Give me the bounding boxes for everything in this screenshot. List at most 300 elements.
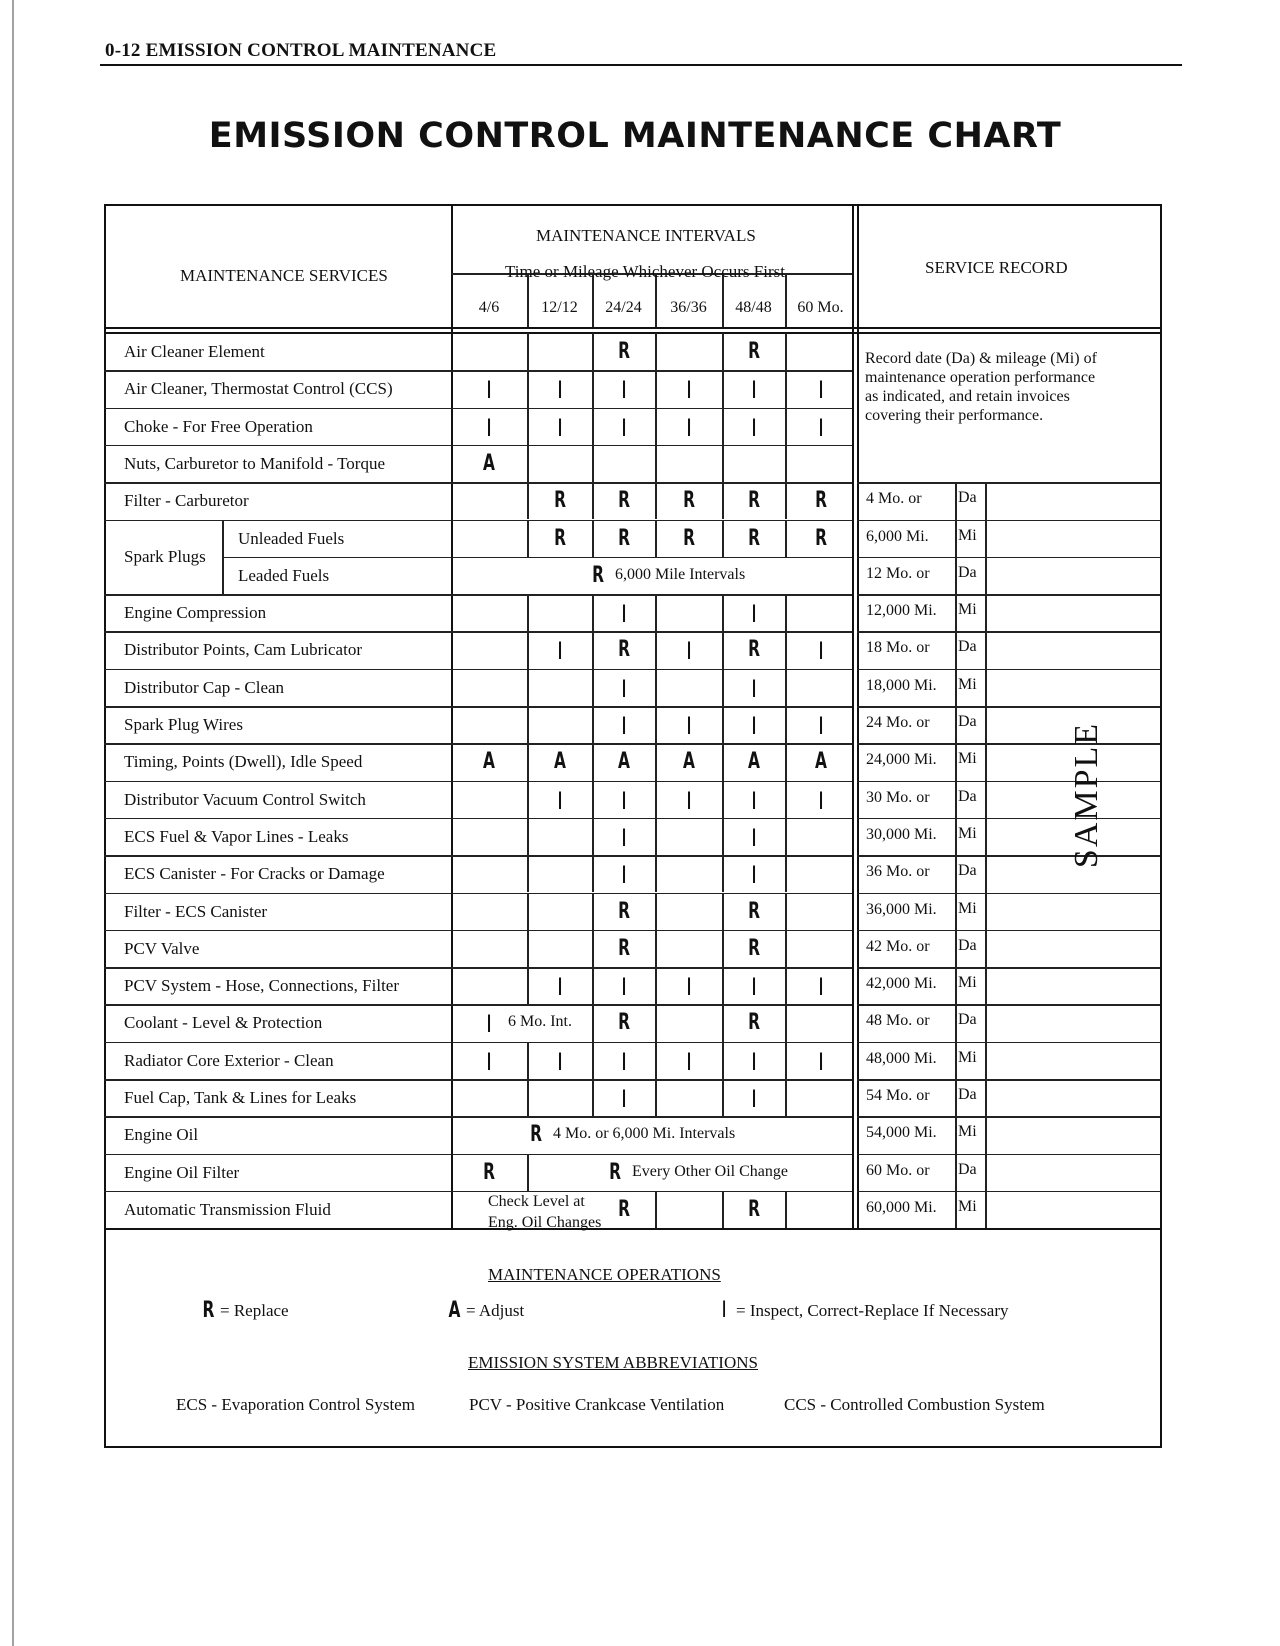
interval-col-sep [592, 743, 594, 780]
operation-text: = Inspect, Correct-Replace If Necessary [736, 1301, 1009, 1320]
interval-col-sep [592, 482, 594, 519]
maintenance-mark: R [617, 525, 630, 551]
interval-col-sep [722, 370, 724, 407]
interval-col-sep [722, 1004, 724, 1041]
interval-col-sep [592, 706, 594, 743]
record-fill-rule [985, 1079, 1160, 1081]
maintenance-mark: A [682, 749, 695, 775]
interval-col-sep [655, 1004, 657, 1041]
interval-col-sep [527, 930, 529, 967]
record-row-rule [857, 743, 985, 745]
service-label: Filter - Carburetor [124, 491, 249, 511]
maintenance-mark: I [486, 376, 492, 405]
interval-col-sep [785, 930, 787, 967]
record-interval-label: 60,000 Mi. [866, 1198, 937, 1216]
abbreviation-item: ECS - Evaporation Control System [176, 1395, 415, 1414]
interval-col-sep [785, 333, 787, 370]
row-rule [222, 557, 852, 559]
interval-col-sep [722, 893, 724, 930]
row-rule [104, 743, 852, 745]
record-row-rule [857, 818, 985, 820]
record-fill-rule [985, 893, 1160, 895]
row-rule [104, 855, 852, 857]
operation-text: = Replace [220, 1301, 289, 1320]
interval-col-sep [785, 1191, 787, 1228]
interval-col-sep-head [785, 273, 787, 327]
maintenance-mark: I [621, 861, 626, 890]
abbreviation-item: CCS - Controlled Combustion System [784, 1395, 1045, 1414]
record-code: Da [958, 1160, 977, 1178]
record-row-rule [857, 781, 985, 783]
record-code: Mi [958, 824, 977, 842]
interval-col-sep [722, 855, 724, 892]
record-code: Mi [958, 601, 977, 619]
service-label: Timing, Points (Dwell), Idle Speed [124, 752, 363, 772]
record-row-rule [857, 520, 985, 522]
record-intro-line: covering their performance. [865, 407, 1044, 424]
interval-col-sep [655, 445, 657, 482]
interval-col-sep [592, 333, 594, 370]
interval-col-sep [722, 743, 724, 780]
header-rule [100, 64, 1182, 66]
maintenance-mark: R [483, 1159, 495, 1185]
interval-col-sep [785, 1004, 787, 1041]
record-code: Da [958, 713, 977, 730]
maintenance-mark: I [818, 786, 823, 815]
row-rule [104, 930, 852, 932]
interval-col-header: 48/48 [735, 299, 772, 316]
service-label: Leaded Fuels [238, 565, 330, 585]
maintenance-mark: I [751, 674, 756, 703]
interval-note: 6 Mo. Int. [508, 1013, 572, 1031]
maintenance-mark: I [486, 413, 492, 442]
maintenance-mark: I [557, 413, 562, 442]
interval-col-sep [592, 408, 594, 445]
interval-col-sep [527, 893, 529, 930]
header-rule-top [104, 327, 1162, 329]
record-intro-line: maintenance operation performance [865, 369, 1096, 386]
service-label: Air Cleaner, Thermostat Control (CCS) [124, 379, 393, 399]
row-rule [104, 370, 852, 372]
interval-col-sep [527, 1154, 529, 1191]
maintenance-mark: I [621, 600, 626, 629]
interval-col-sep [785, 408, 787, 445]
record-code: Mi [958, 675, 977, 693]
interval-col-sep [655, 669, 657, 706]
maintenance-mark: R [747, 488, 760, 514]
record-fill-rule [985, 1154, 1160, 1156]
interval-col-sep [527, 781, 529, 818]
maintenance-mark: R [553, 525, 566, 551]
maintenance-mark: I [621, 413, 626, 442]
interval-col-sep [592, 893, 594, 930]
interval-col-sep [527, 631, 529, 668]
interval-note: 6,000 Mile Intervals [615, 565, 746, 583]
maintenance-mark: I [751, 712, 756, 740]
interval-note: Every Other Oil Change [632, 1162, 788, 1180]
row-rule [104, 1154, 852, 1156]
record-row-rule [857, 855, 985, 857]
maintenance-mark: R [814, 488, 827, 514]
header-record: SERVICE RECORD [925, 258, 1068, 277]
maintenance-mark: R [553, 488, 566, 514]
service-label: Distributor Points, Cam Lubricator [124, 640, 362, 660]
record-interval-label: 12 Mo. or [866, 564, 930, 582]
interval-col-sep [785, 445, 787, 482]
maintenance-mark: I [751, 973, 756, 1002]
interval-col-sep [785, 781, 787, 818]
interval-col-sep [655, 1042, 657, 1079]
interval-col-sep [527, 818, 529, 855]
record-fill-rule [985, 631, 1160, 633]
record-row-rule [857, 1042, 985, 1044]
maintenance-mark: A [814, 749, 827, 775]
interval-col-sep [592, 930, 594, 967]
row-rule [104, 781, 852, 783]
interval-col-sep [722, 594, 724, 631]
row-rule [104, 1079, 852, 1081]
record-code: Da [958, 563, 977, 581]
maintenance-mark: I [818, 413, 823, 442]
maintenance-mark: I [621, 1085, 626, 1113]
record-code: Da [958, 489, 977, 507]
interval-col-sep [655, 1079, 657, 1116]
service-group-label: Spark Plugs [124, 546, 206, 566]
row-rule [104, 1042, 852, 1044]
interval-col-sep [527, 706, 529, 743]
row-rule [104, 967, 852, 969]
row-rule [104, 669, 852, 671]
record-fill-rule [985, 594, 1160, 596]
record-fill-rule [985, 557, 1160, 559]
maintenance-mark: I [751, 600, 756, 629]
interval-col-sep [785, 631, 787, 668]
interval-col-sep [722, 967, 724, 1004]
maintenance-mark: I [751, 413, 756, 442]
record-interval-label: 42,000 Mi. [866, 975, 937, 993]
row-rule [104, 482, 852, 484]
record-row-rule [857, 930, 985, 932]
interval-col-sep [655, 1191, 657, 1228]
interval-col-sep [592, 1079, 594, 1116]
maintenance-mark: A [617, 749, 630, 775]
col-divider-record-b [857, 204, 859, 1228]
service-label: PCV System - Hose, Connections, Filter [124, 976, 399, 996]
interval-col-sep [785, 669, 787, 706]
record-interval-label: 42 Mo. or [866, 937, 930, 955]
interval-col-sep [655, 706, 657, 743]
interval-col-sep [655, 520, 657, 557]
row-rule [104, 520, 852, 522]
maintenance-mark: A [553, 749, 566, 775]
maintenance-mark: I [621, 786, 626, 815]
interval-col-sep [785, 743, 787, 780]
interval-col-sep [527, 333, 529, 370]
interval-col-header: 24/24 [605, 299, 642, 316]
record-row-rule [857, 706, 985, 708]
service-label: Fuel Cap, Tank & Lines for Leaks [124, 1088, 357, 1107]
maintenance-mark: I [818, 973, 823, 1002]
maintenance-mark: I [751, 1085, 756, 1113]
page-edge-shadow [12, 0, 14, 1646]
record-row-rule [857, 557, 985, 559]
record-fill-rule [985, 1004, 1160, 1006]
record-row-rule [857, 1116, 985, 1118]
interval-col-sep [785, 1042, 787, 1079]
interval-col-sep [592, 594, 594, 631]
row-rule [104, 631, 852, 633]
record-fill-rule [985, 706, 1160, 708]
record-interval-label: 54 Mo. or [866, 1087, 930, 1104]
maintenance-mark: R [617, 935, 630, 961]
row-rule [104, 408, 852, 410]
interval-col-sep [592, 781, 594, 818]
maintenance-mark: I [557, 1047, 562, 1076]
record-code: Da [958, 1011, 977, 1029]
interval-col-sep [722, 445, 724, 482]
interval-col-sep [527, 520, 529, 557]
interval-note-line: Check Level at [488, 1192, 585, 1210]
interval-col-sep [655, 855, 657, 892]
maintenance-mark: A [483, 749, 495, 775]
maintenance-mark: R [617, 339, 630, 364]
header-intervals-subtitle: Time or Mileage Whichever Occurs First [505, 262, 785, 281]
interval-col-sep [592, 818, 594, 855]
maintenance-mark: I [621, 674, 626, 703]
interval-col-sep [527, 1042, 529, 1079]
table-bottom-rule [104, 1228, 1162, 1230]
record-interval-label: 36 Mo. or [866, 863, 930, 881]
row-rule [104, 893, 852, 895]
operation-text: = Adjust [466, 1301, 525, 1320]
record-fill-rule [985, 1042, 1160, 1044]
maintenance-mark: R [617, 637, 630, 663]
maintenance-mark: I [686, 376, 691, 405]
maintenance-mark: R [592, 562, 604, 588]
record-interval-label: 18 Mo. or [866, 639, 930, 657]
maintenance-mark: I [818, 1047, 823, 1076]
record-code: Mi [958, 526, 977, 544]
record-code: Da [958, 862, 977, 880]
service-label: Unleaded Fuels [238, 528, 345, 548]
interval-col-sep [655, 818, 657, 855]
interval-col-sep [527, 743, 529, 780]
interval-col-sep [785, 1079, 787, 1116]
interval-col-sep [722, 669, 724, 706]
maintenance-mark: I [686, 973, 691, 1002]
service-label: Coolant - Level & Protection [124, 1013, 323, 1033]
record-code: Mi [958, 750, 977, 768]
row-rule [104, 594, 852, 596]
maintenance-mark: I [751, 861, 756, 890]
service-label: ECS Canister - For Cracks or Damage [124, 864, 385, 884]
interval-col-sep [785, 967, 787, 1004]
interval-col-sep [655, 893, 657, 930]
interval-col-sep [527, 669, 529, 706]
record-row-rule [857, 1154, 985, 1156]
service-label: ECS Fuel & Vapor Lines - Leaks [124, 826, 349, 846]
interval-note-line: Eng. Oil Changes [488, 1213, 602, 1231]
record-code: Mi [958, 974, 977, 992]
interval-col-sep [592, 1004, 594, 1041]
interval-col-sep [655, 594, 657, 631]
interval-col-sep [785, 594, 787, 631]
interval-col-header: 12/12 [541, 299, 578, 316]
maintenance-mark: R [530, 1122, 542, 1148]
maintenance-mark: I [686, 413, 691, 442]
header-services: MAINTENANCE SERVICES [180, 266, 388, 285]
maintenance-mark: I [557, 637, 562, 666]
interval-col-sep [785, 706, 787, 743]
maintenance-mark: R [617, 898, 630, 924]
maintenance-mark: R [747, 935, 760, 961]
maintenance-mark: R [682, 488, 695, 514]
maintenance-mark: R [747, 525, 760, 551]
abbreviations-title: EMISSION SYSTEM ABBREVIATIONS [468, 1353, 758, 1372]
record-fill-rule [985, 1191, 1160, 1193]
interval-col-sep [722, 781, 724, 818]
maintenance-mark: I [621, 973, 626, 1002]
record-row-rule [857, 1191, 985, 1193]
service-label: Distributor Vacuum Control Switch [124, 789, 366, 809]
maintenance-mark: I [686, 1047, 691, 1076]
col-divider-record-a [852, 204, 854, 1228]
service-label: Spark Plug Wires [124, 715, 243, 734]
maintenance-mark: I [818, 637, 823, 666]
row-rule [104, 818, 852, 820]
interval-col-sep [527, 445, 529, 482]
maintenance-mark: R [617, 1010, 630, 1036]
interval-col-sep [722, 930, 724, 967]
interval-col-sep [592, 370, 594, 407]
interval-col-sep [527, 370, 529, 407]
col-divider-services [451, 204, 453, 1228]
service-label: Distributor Cap - Clean [124, 677, 285, 697]
service-label: Engine Compression [124, 603, 267, 623]
maintenance-mark: I [621, 1047, 626, 1076]
record-code: Da [958, 1086, 977, 1103]
interval-col-sep [655, 781, 657, 818]
service-label: Nuts, Carburetor to Manifold - Torque [124, 453, 386, 473]
interval-col-sep [655, 631, 657, 668]
interval-col-sep [592, 855, 594, 892]
abbreviation-item: PCV - Positive Crankcase Ventilation [469, 1395, 725, 1414]
interval-col-sep [722, 482, 724, 519]
interval-col-sep [722, 818, 724, 855]
record-interval-label: 12,000 Mi. [866, 602, 937, 620]
interval-col-sep [527, 855, 529, 892]
record-interval-label: 24 Mo. or [866, 714, 930, 731]
maintenance-mark: I [751, 376, 756, 405]
header-rule-bottom [104, 332, 1162, 334]
interval-col-sep [722, 1191, 724, 1228]
maintenance-mark: R [747, 1010, 760, 1036]
interval-col-sep [785, 482, 787, 519]
maintenance-mark: I [557, 376, 562, 405]
maintenance-mark: R [682, 525, 695, 551]
interval-col-sep [722, 408, 724, 445]
record-row-rule [857, 967, 985, 969]
record-row-rule [857, 631, 985, 633]
interval-col-sep [785, 855, 787, 892]
interval-col-sep [785, 370, 787, 407]
interval-col-header: 36/36 [670, 299, 707, 316]
record-code: Da [958, 787, 977, 805]
record-interval-label: 4 Mo. or [866, 490, 922, 508]
operation-mark: A [448, 1298, 461, 1323]
interval-col-sep [527, 1079, 529, 1116]
record-interval-label: 48,000 Mi. [866, 1049, 937, 1067]
record-interval-label: 6,000 Mi. [866, 527, 929, 545]
record-fill-rule [985, 1116, 1160, 1118]
interval-col-header: 4/6 [478, 299, 500, 316]
interval-col-sep [592, 1042, 594, 1079]
service-label: Choke - For Free Operation [124, 416, 313, 436]
service-label: Radiator Core Exterior - Clean [124, 1050, 334, 1070]
interval-col-sep [527, 594, 529, 631]
interval-col-sep [655, 408, 657, 445]
interval-col-sep [785, 893, 787, 930]
record-code: Mi [958, 1048, 977, 1066]
interval-col-sep [527, 408, 529, 445]
record-row-rule [857, 669, 985, 671]
maintenance-mark: I [686, 786, 691, 815]
record-row-rule [857, 1004, 985, 1006]
service-label: Automatic Transmission Fluid [124, 1199, 331, 1219]
sample-stamp: SAMPLE [1068, 721, 1105, 869]
interval-col-sep [592, 631, 594, 668]
maintenance-mark: R [747, 339, 760, 364]
record-fill-rule [985, 520, 1160, 522]
service-label: PCV Valve [124, 938, 200, 958]
interval-col-sep [655, 333, 657, 370]
interval-col-sep [655, 930, 657, 967]
record-row-rule [857, 1079, 985, 1081]
interval-col-sep [592, 520, 594, 557]
operation-mark: R [202, 1298, 215, 1323]
interval-col-sep [592, 967, 594, 1004]
record-fill-rule [985, 967, 1160, 969]
interval-col-sep [722, 631, 724, 668]
maintenance-mark: I [686, 712, 691, 740]
interval-col-sep [722, 1042, 724, 1079]
interval-note: 4 Mo. or 6,000 Mi. Intervals [553, 1125, 736, 1143]
record-code: Da [958, 638, 977, 656]
record-interval-label: 18,000 Mi. [866, 676, 937, 694]
interval-col-sep [722, 1079, 724, 1116]
row-rule [104, 706, 852, 708]
record-row-rule [857, 594, 985, 596]
maintenance-mark: R [617, 488, 630, 514]
maintenance-mark: I [557, 973, 562, 1002]
record-code: Mi [958, 899, 977, 917]
interval-col-sep [655, 370, 657, 407]
record-code: Mi [958, 1197, 977, 1215]
maintenance-mark: A [747, 749, 760, 775]
record-row-rule [857, 893, 985, 895]
row-rule [104, 1191, 852, 1193]
interval-col-header: 60 Mo. [797, 299, 844, 316]
record-interval-label: 36,000 Mi. [866, 900, 937, 918]
row-rule [104, 445, 852, 447]
record-code: Mi [958, 1123, 977, 1141]
record-interval-label: 30,000 Mi. [866, 825, 937, 843]
record-interval-label: 48 Mo. or [866, 1012, 930, 1030]
page-header: 0-12 EMISSION CONTROL MAINTENANCE [105, 40, 497, 61]
maintenance-mark: I [818, 376, 823, 405]
interval-col-sep [785, 520, 787, 557]
maintenance-mark: I [818, 712, 823, 740]
